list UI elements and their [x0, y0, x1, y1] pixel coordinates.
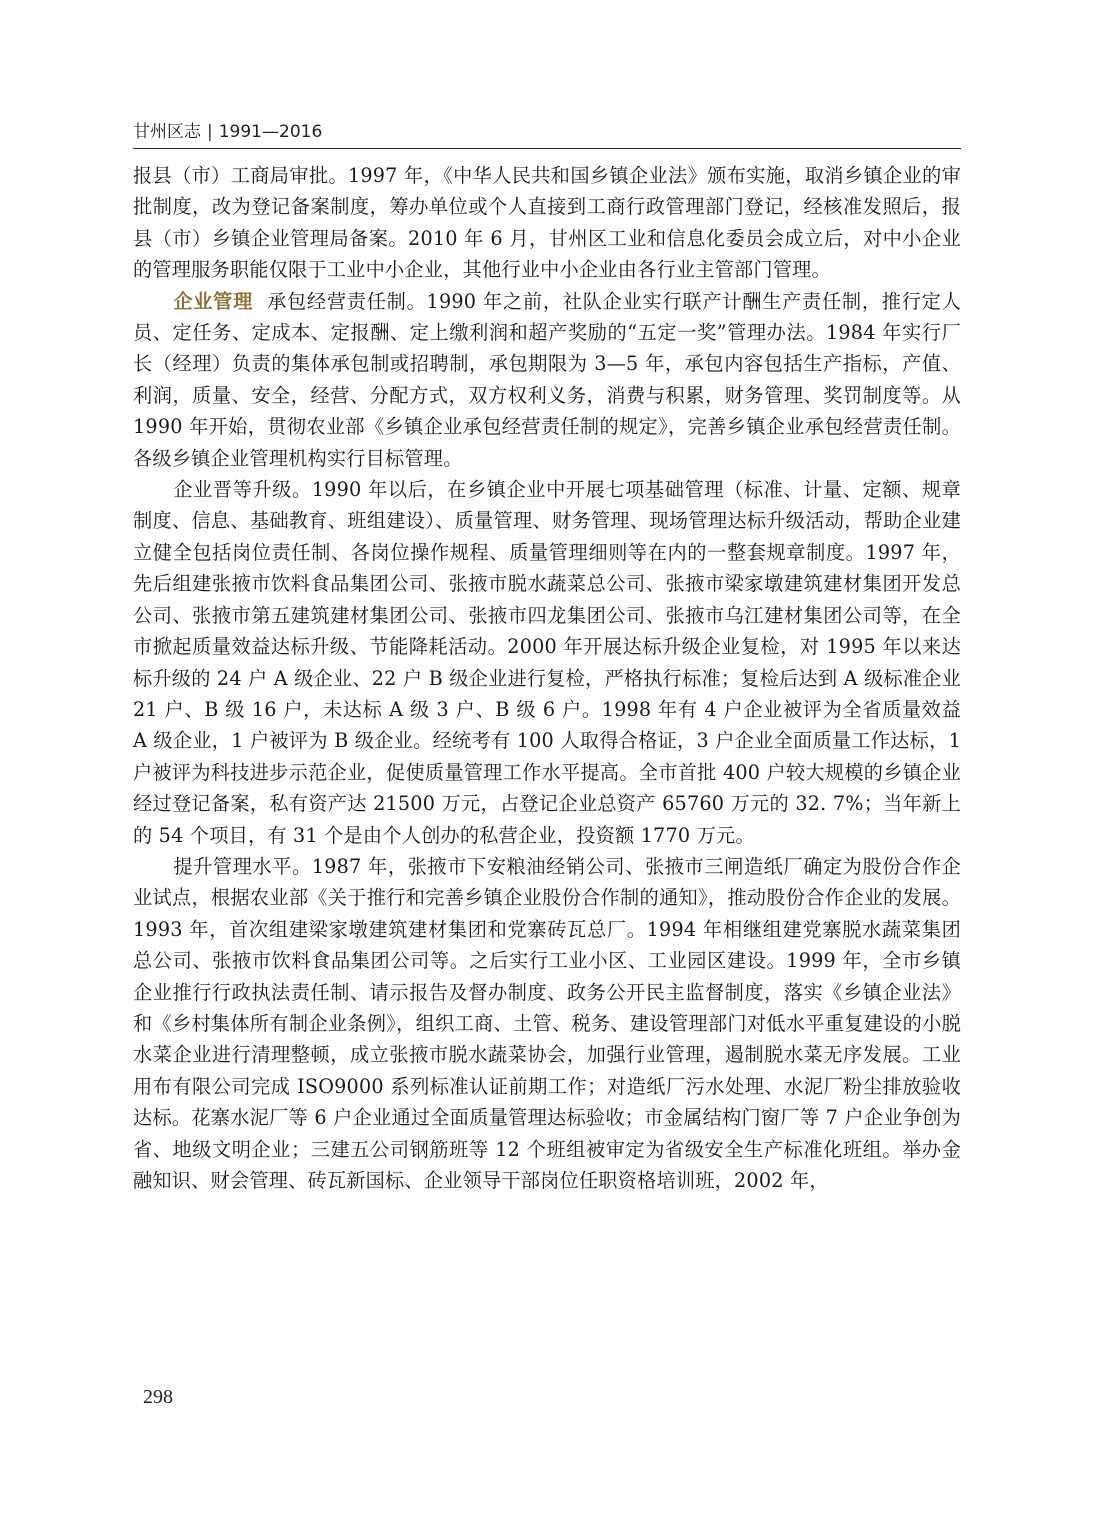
paragraph-enterprise-management — [133, 286, 961, 474]
running-header — [133, 119, 961, 149]
paragraph-text: 提升管理水平。1987 年，张掖市下安粮油经销公司、张掖市三闸造纸厂确定为股份合作企业试点，根据农业部《关于推行和完善乡镇企业股份合作制的通知》，推动股份合作企业的发展。1993 年，首次组建梁家墩建筑建材集团和党寨砖瓦总厂。1994 年相继组建党寨脱水蔬菜集团总公司、张掖市饮料食品集团公司等。之后实行工业小区、工业园区建设。1999 年，全市乡镇企业推行行政执法责任制、请示报告及督办制度、政务公开民主监督制度，落实《乡镇企业法》和《乡村集体所有制企业条例》，组织工商、土管、税务、建设管理部门对低水平重复建设的小脱水菜企业进行清理整顿，成立张掖市脱水蔬菜协会，加强行业管理，遏制脱水菜无序发展。工业用布有限公司完成 ISO9000 系列标准认证前期工作；对造纸厂污水处理、水泥厂粉尘排放验收达标。花寨水泥厂等 6 户企业通过全面质量管理达标验收；市金属结构门窗厂等 7 户企业争创为省、地级文明企业；三建五公司钢筋班等 12 个班组被审定为省级安全生产标准化班组。举办金融知识、财会管理、砖瓦新国标、企业领导干部岗位任职资格培训班，2002 年， — [133, 854, 961, 1192]
paragraph-text: 报县（市）工商局审批。1997 年，《中华人民共和国乡镇企业法》颁布实施，取消乡镇企业的审批制度，改为登记备案制度，筹办单位或个人直接到工商行政管理部门登记，经核准发照后，报县（市）乡镇企业管理局备案。2010 年 6 月，甘州区工业和信息化委员会成立后，对中小企业的管理服务职能仅限于工业中小企业，其他行业中小企业由各行业主管部门管理。 — [133, 164, 961, 282]
section-heading: 企业管理 — [173, 289, 254, 313]
book-years: 1991—2016 — [218, 122, 323, 142]
paragraph-upgrading — [133, 474, 961, 851]
page-body — [133, 160, 961, 1196]
paragraph-text: 企业晋等升级。1990 年以后，在乡镇企业中开展七项基础管理（标准、计量、定额、规章制度、信息、基础教育、班组建设）、质量管理、财务管理、现场管理达标升级活动，帮助企业建立健全包括岗位责任制、各岗位操作规程、质量管理细则等在内的一整套规章制度。1997 年，先后组建张掖市饮料食品集团公司、张掖市脱水蔬菜总公司、张掖市梁家墩建筑建材集团开发总公司、张掖市第五建筑建材集团公司、张掖市四龙集团公司、张掖市乌江建材集团公司等，在全市掀起质量效益达标升级、节能降耗活动。2000 年开展达标升级企业复检，对 1995 年以来达标升级的 24 户 A 级企业、22 户 B 级企业进行复检，严格执行标准；复检后达到 A 级标准企业 21 户、B 级 16 户，未达标 A 级 3 户、B 级 6 户。1998 年有 4 户企业被评为全省质量效益 A 级企业，1 户被评为 B 级企业。经统考有 100 人取得合格证，3 户企业全面质量工作达标，1 户被评为科技进步示范企业，促使质量管理工作水平提高。全市首批 400 户较大规模的乡镇企业经过登记备案，私有资产达 21500 万元，占登记企业总资产 65760 万元的 32. 7%；当年新上的 54 个项目，有 31 个是由个人创办的私营企业，投资额 1770 万元。 — [133, 478, 961, 847]
book-title: 甘州区志 — [133, 122, 201, 142]
paragraph-management-level — [133, 851, 961, 1196]
paragraph-text: 承包经营责任制。1990 年之前，社队企业实行联产计酬生产责任制，推行定人员、定任务、定成本、定报酬、定上缴利润和超产奖励的“五定一奖”管理办法。1984 年实行厂长（经理）负责的集体承包制或招聘制，承包期限为 3—5 年，承包内容包括生产指标，产值、利润，质量、安全，经营、分配方式，双方权利义务，消费与积累，财务管理、奖罚制度等。从 1990 年开始，贯彻农业部《乡镇企业承包经营责任制的规定》，完善乡镇企业承包经营责任制。各级乡镇企业管理机构实行目标管理。 — [133, 289, 961, 470]
header-separator: | — [207, 122, 213, 142]
paragraph-continuation — [133, 160, 961, 286]
page-number: 298 — [143, 1386, 173, 1408]
